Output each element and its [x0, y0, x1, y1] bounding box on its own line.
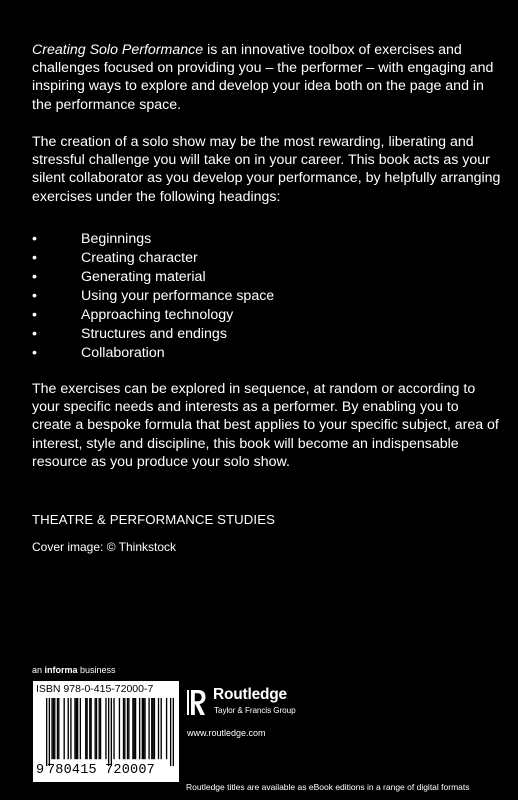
list-item: [32, 306, 274, 325]
barcode-bar: [139, 698, 140, 759]
barcode-bar: [127, 698, 128, 759]
list-item: [32, 249, 274, 268]
bullet-icon: •: [32, 250, 37, 266]
barcode-bar: [105, 698, 106, 759]
ebook-notice: Routledge titles are available as eBook editions in a range of digital formats: [186, 782, 470, 792]
barcode-bar: [111, 698, 112, 766]
barcode-bar: [64, 698, 65, 759]
description-paragraph: The creation of a solo show may be the most rewarding, liberating and stressful challenge you will take on in your career. This book acts as your silent collaborator as you develop your performance, by helpfully arranging exercises under the following headings:: [32, 134, 501, 205]
barcode-bar: [119, 698, 120, 759]
barcode-bar: [134, 698, 135, 759]
barcode-bar: [135, 698, 136, 759]
informa-tagline: an informa business: [32, 665, 116, 675]
barcode-bar: [74, 698, 75, 759]
barcode-bar: [90, 698, 91, 759]
barcode-bar: [132, 698, 133, 759]
publisher-name: Routledge: [213, 686, 287, 703]
barcode-bar: [152, 698, 153, 759]
barcode-bar: [51, 698, 52, 759]
barcode-bar: [166, 698, 167, 759]
barcode-bar: [108, 698, 109, 766]
list-item-label: Structures and endings: [81, 326, 227, 342]
barcode-bar: [154, 698, 155, 759]
list-item: [32, 287, 274, 306]
bullet-icon: •: [32, 288, 37, 304]
barcode-bar: [100, 698, 101, 759]
barcode-bar: [161, 698, 162, 759]
bullet-icon: •: [32, 269, 37, 285]
barcode-bar: [49, 698, 50, 766]
closing-paragraph: The exercises can be explored in sequence, at random or according to your specific needs and interests as a performer. By enabling you to create a bespoke formula that best applies to your specific subject, area of interest, style and discipline, this book will become an indispensable resource as you produce your solo show.: [32, 381, 499, 470]
barcode-bar: [170, 698, 171, 766]
list-item: [32, 344, 274, 363]
list-item: [32, 325, 274, 344]
barcode-bar: [53, 698, 54, 759]
headings-list: [32, 230, 274, 363]
intro-text: is an innovative toolbox of exercises and challenges focused on providing you – the performer – with engaging and inspiring ways to explore and develop your idea both on the page and in the performance space.: [32, 42, 494, 113]
barcode-bar: [96, 698, 97, 759]
list-item-label: Using your performance space: [81, 288, 275, 304]
book-title: Creating Solo Performance: [32, 42, 204, 58]
barcode-bar: [77, 698, 78, 759]
publisher-group: Taylor & Francis Group: [214, 706, 296, 715]
barcode-bar: [148, 698, 149, 759]
barcode-bar: [113, 698, 114, 759]
barcode-bar: [144, 698, 145, 759]
cover-credit: Cover image: © Thinkstock: [32, 540, 177, 554]
bullet-icon: •: [32, 231, 37, 247]
barcode-bar: [86, 698, 87, 759]
list-item-label: Collaboration: [81, 345, 165, 361]
informa-brand: informa: [44, 665, 78, 675]
barcode-bar: [68, 698, 69, 759]
list-item: [32, 230, 274, 249]
barcode-bar: [76, 698, 77, 759]
barcode-bar: [143, 698, 144, 759]
barcode-bar: [58, 698, 59, 759]
isbn-label: ISBN 978-0-415-72000-7: [36, 683, 154, 695]
barcode-bar: [95, 698, 96, 759]
list-item-label: Generating material: [81, 269, 206, 285]
list-item-label: Approaching technology: [81, 307, 234, 323]
barcode-bars-icon: [46, 698, 174, 766]
barcode-bar: [46, 698, 47, 766]
barcode: ISBN 978-0-415-72000-7 9 780415 720007: [33, 681, 179, 782]
list-item: [32, 268, 274, 287]
list-item-label: Creating character: [81, 250, 198, 266]
barcode-bar: [54, 698, 55, 759]
routledge-logo-icon: [186, 688, 207, 717]
barcode-bar: [57, 698, 58, 759]
bullet-icon: •: [32, 345, 37, 361]
barcode-bar: [85, 698, 86, 759]
list-item-label: Beginnings: [81, 231, 152, 247]
bullet-icon: •: [32, 326, 37, 342]
barcode-bar: [151, 698, 152, 759]
barcode-bar: [70, 698, 71, 759]
barcode-bar: [123, 698, 124, 759]
barcode-bar: [99, 698, 100, 759]
barcode-bar: [158, 698, 159, 759]
barcode-bar: [142, 698, 143, 759]
barcode-bar: [80, 698, 81, 759]
barcode-bar: [173, 698, 174, 766]
publisher-website: www.routledge.com: [187, 728, 266, 738]
barcode-bar: [89, 698, 90, 759]
intro-paragraph: [32, 41, 502, 114]
barcode-bar: [128, 698, 129, 759]
bullet-icon: •: [32, 307, 37, 323]
barcode-bar: [124, 698, 125, 759]
subject-category: THEATRE & PERFORMANCE STUDIES: [32, 512, 275, 527]
